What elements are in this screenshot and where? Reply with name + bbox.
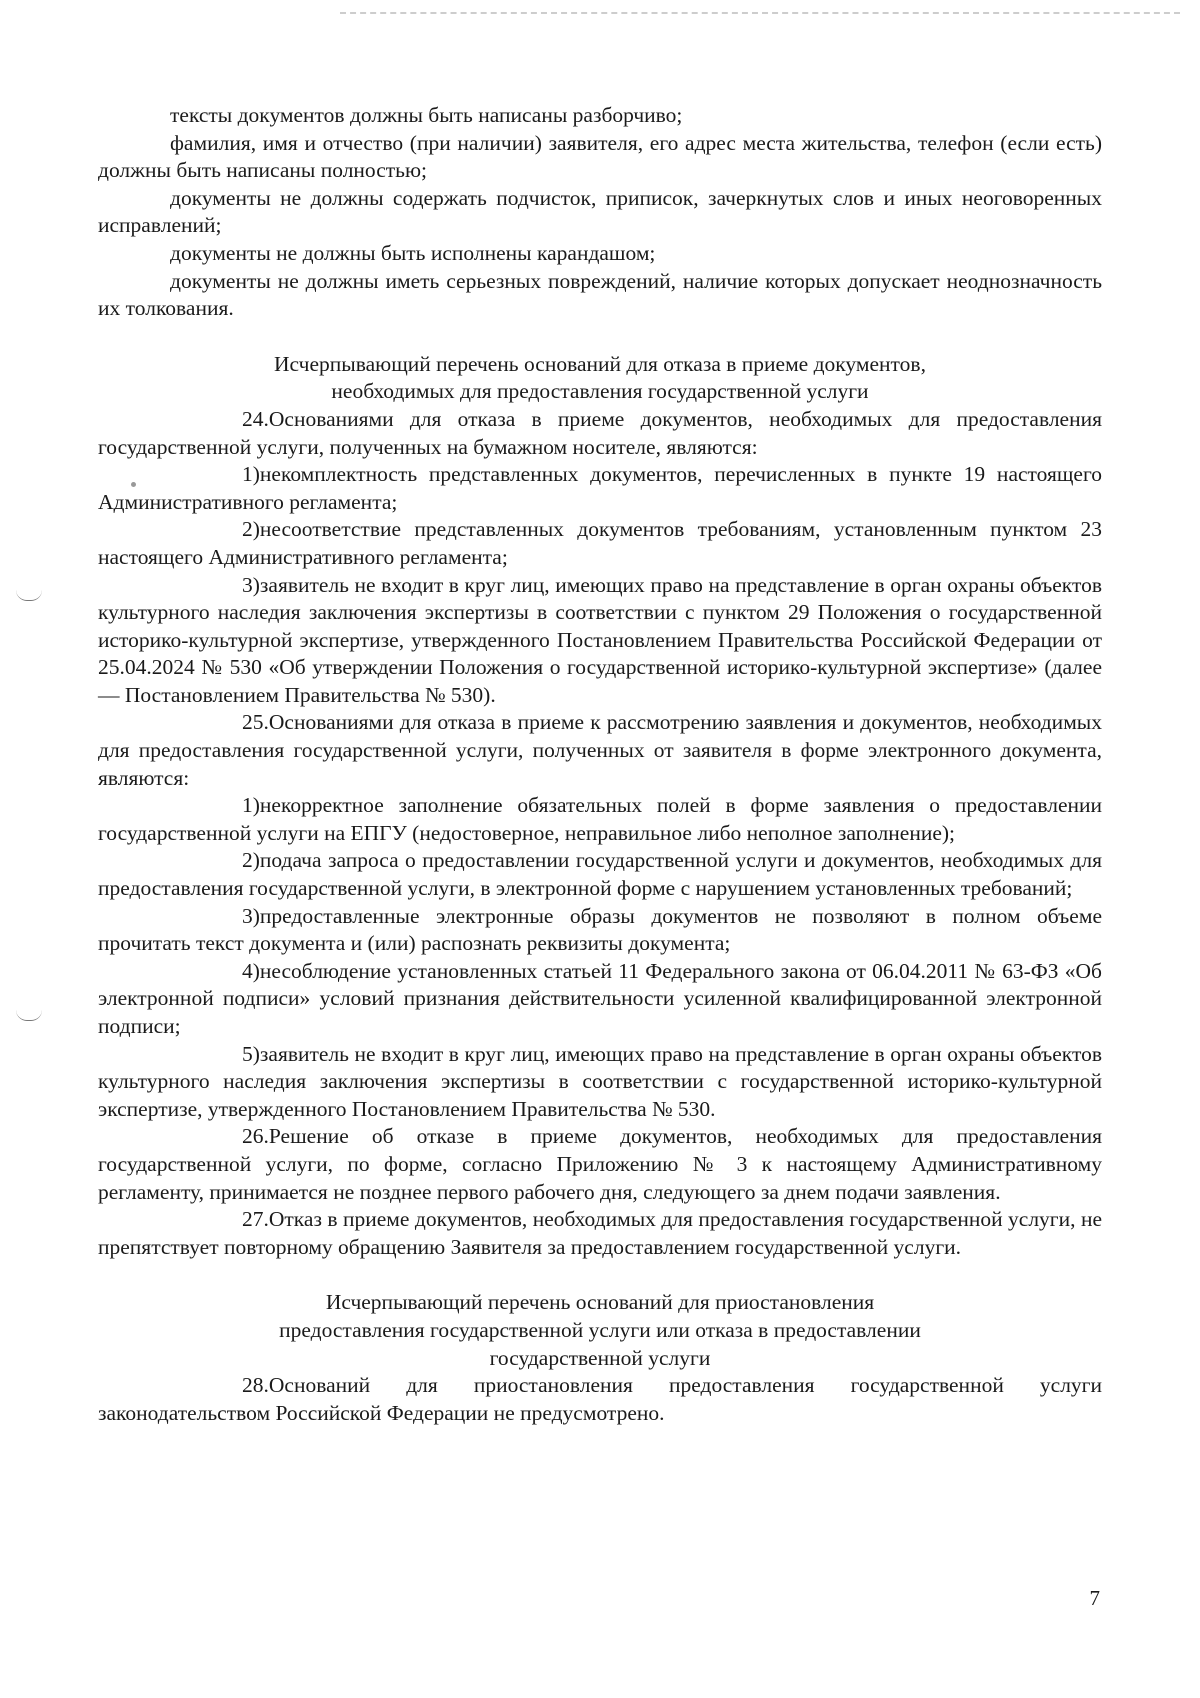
clause-number: 25. bbox=[242, 710, 269, 735]
paragraph: документы не должны быть исполнены карандашом; bbox=[170, 240, 656, 265]
item-number: 1) bbox=[242, 462, 260, 487]
margin-scan-mark bbox=[16, 590, 42, 601]
heading-line: Исчерпывающий перечень оснований для приостановления bbox=[325, 1290, 875, 1315]
item-number: 2) bbox=[242, 848, 260, 873]
item-text: подача запроса о предоставлении государственной услуги и документов, необходимых для предоставления государственной услуги, в электронной форме с нарушением установленных требований; bbox=[98, 848, 1102, 901]
heading-line: необходимых для предоставления государственной услуги bbox=[331, 379, 869, 404]
item-number: 5) bbox=[242, 1041, 260, 1066]
item-text: некомплектность представленных документов, перечисленных в пункте 19 настоящего Административного регламента; bbox=[98, 462, 1102, 514]
item-number: 3) bbox=[242, 903, 260, 928]
clause-number: 24. bbox=[242, 406, 269, 431]
clause-text: Оснований для приостановления предоставления государственной услуги законодательством Российской Федерации не предусмотрено. bbox=[98, 1373, 1102, 1425]
item-text: предоставленные электронные образы документов не позволяют в полном объеме прочитать текст документа и (или) распознать реквизиты документа; bbox=[98, 903, 1102, 956]
item-number: 2) bbox=[242, 517, 260, 542]
clause-number: 28. bbox=[242, 1373, 269, 1398]
paragraph: документы не должны иметь серьезных повреждений, наличие которых допускает неоднозначность их толкования. bbox=[98, 268, 1102, 321]
item-text: несоблюдение установленных статьей 11 Федерального закона от 06.04.2011 № 63-ФЗ «Об электронной подписи» условий признания действительности усиленной квалифицированной электронной подписи; bbox=[98, 958, 1102, 1038]
item-number: 1) bbox=[242, 793, 260, 818]
clause-number: 27. bbox=[242, 1207, 269, 1232]
paragraph: документы не должны содержать подчисток, приписок, зачеркнутых слов и иных неоговоренных исправлений; bbox=[98, 185, 1102, 238]
list-item bbox=[98, 516, 1102, 571]
clause-text: Отказ в приеме документов, необходимых для предоставления государственной услуги, не препятствует повторному обращению Заявителя за предоставлением государственной услуги. bbox=[98, 1207, 1102, 1259]
clause-27 bbox=[98, 1206, 1102, 1261]
heading-line: государственной услуги bbox=[489, 1345, 711, 1370]
paragraph: тексты документов должны быть написаны разборчиво; bbox=[170, 103, 683, 127]
list-item bbox=[98, 1041, 1102, 1124]
page-number: 7 bbox=[1089, 1586, 1100, 1610]
clause-text: Основаниями для отказа в приеме к рассмотрению заявления и документов, необходимых для предоставления государственной услуги, полученных от заявителя в форме электронного документа, являются: bbox=[98, 710, 1102, 790]
list-item bbox=[98, 958, 1102, 1041]
clause-number: 26. bbox=[242, 1124, 269, 1149]
paragraph: фамилия, имя и отчество (при наличии) заявителя, его адрес места жительства, телефон (если есть) должны быть написаны полностью; bbox=[98, 130, 1102, 183]
item-number: 3) bbox=[242, 572, 260, 597]
margin-scan-mark bbox=[16, 1010, 42, 1021]
scan-edge-artifact bbox=[340, 12, 1180, 16]
section-heading bbox=[98, 351, 1102, 406]
item-text: заявитель не входит в круг лиц, имеющих право на представление в орган охраны объектов культурного наследия заключения экспертизы в соответствии с государственной историко-культурной экспертизе, утвержденного Постановлением Правительства № 530. bbox=[98, 1041, 1102, 1121]
document-page bbox=[98, 102, 1102, 1427]
clause-28 bbox=[98, 1372, 1102, 1427]
list-item bbox=[98, 572, 1102, 710]
clause-25 bbox=[98, 709, 1102, 792]
section-heading bbox=[98, 1289, 1102, 1372]
item-text: некорректное заполнение обязательных полей в форме заявления о предоставлении государственной услуги на ЕПГУ (недостоверное, неправильное либо неполное заполнение); bbox=[98, 793, 1102, 845]
item-text: несоответствие представленных документов требованиям, установленным пунктом 23 настоящего Административного регламента; bbox=[98, 517, 1102, 569]
item-number: 4) bbox=[242, 958, 260, 983]
item-text: заявитель не входит в круг лиц, имеющих право на представление в орган охраны объектов культурного наследия заключения экспертизы в соответствии с пунктом 29 Положения о государственной историко-культурной экспертизе, утвержденного Постановлением Правительства Российской Федерации от 25.04.2024 № 530 «Об утверждении Положения о государственной историко-культурной экспертизе» (далее — Постановлением Правительства № 530). bbox=[98, 572, 1102, 707]
list-item bbox=[98, 903, 1102, 958]
clause-24 bbox=[98, 406, 1102, 461]
clause-text: Решение об отказе в приеме документов, необходимых для предоставления государственной услуги, по форме, согласно Приложению № 3 к настоящему Административному регламенту, принимается не позднее первого рабочего дня, следующего за днем подачи заявления. bbox=[98, 1124, 1102, 1204]
heading-line: предоставления государственной услуги или отказа в предоставлении bbox=[279, 1317, 921, 1342]
heading-line: Исчерпывающий перечень оснований для отказа в приеме документов, bbox=[274, 351, 926, 376]
list-item bbox=[98, 461, 1102, 516]
list-item bbox=[98, 792, 1102, 847]
clause-26 bbox=[98, 1123, 1102, 1206]
list-item bbox=[98, 847, 1102, 902]
clause-text: Основаниями для отказа в приеме документов, необходимых для предоставления государственной услуги, полученных на бумажном носителе, являются: bbox=[98, 406, 1102, 459]
